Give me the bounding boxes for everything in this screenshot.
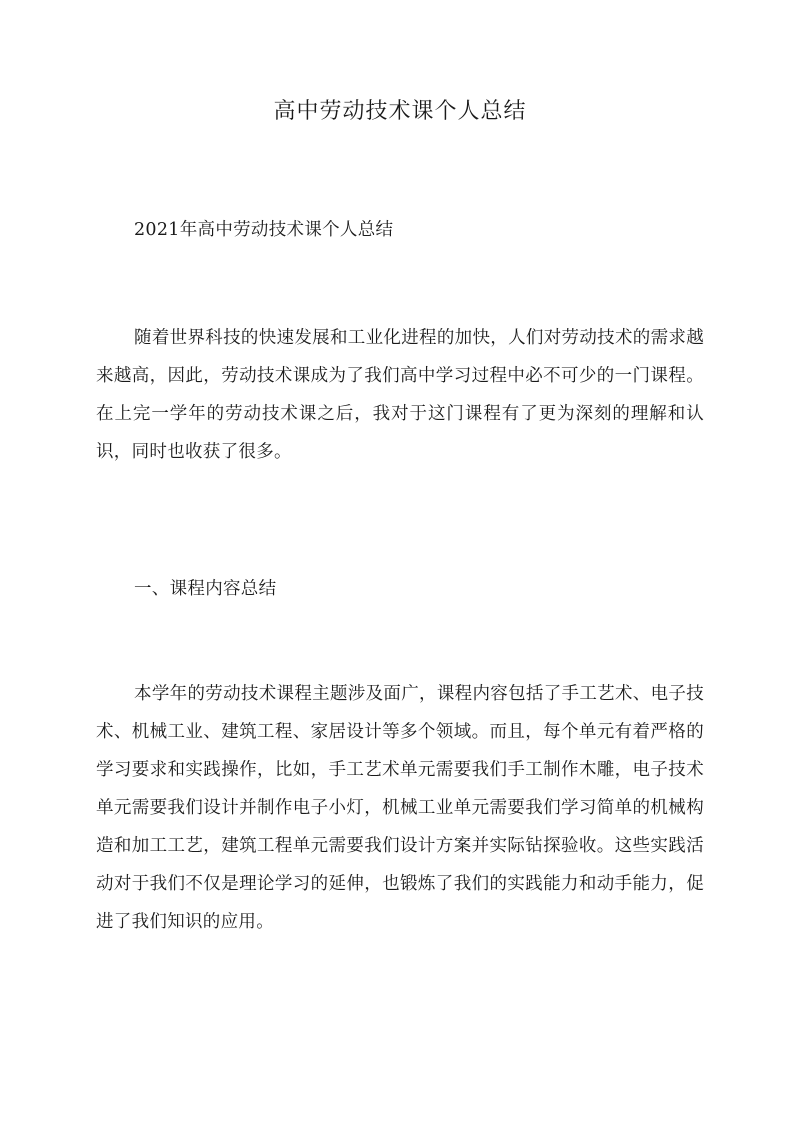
document-title: 高中劳动技术课个人总结 bbox=[273, 99, 527, 124]
course-content-paragraph: 本学年的劳动技术课程主题涉及面广，课程内容包括了手工艺术、电子技术、机械工业、建筑工程、家居设计等多个领域。而且，每个单元有着严格的学习要求和实践操作，比如，手工艺术单元需要我们手工制作木雕，电子技术单元需要我们设计并制作电子小灯，机械工业单元需要我们学习简单的机械构造和加工工艺，建筑工程单元需要我们设计方案并实际钻探验收。这些实践活动对于我们不仅是理论学习的延伸，也锻炼了我们的实践能力和动手能力，促进了我们知识的应用。 bbox=[96, 684, 704, 932]
document-subtitle: 2021年高中劳动技术课个人总结 bbox=[134, 220, 394, 240]
intro-paragraph: 随着世界科技的快速发展和工业化进程的加快，人们对劳动技术的需求越来越高，因此，劳动技术课成为了我们高中学习过程中必不可少的一门课程。在上完一学年的劳动技术课之后，我对于这门课程有了更为深刻的理解和认识，同时也收获了很多。 bbox=[96, 328, 704, 462]
section-heading-course-content: 一、课程内容总结 bbox=[134, 579, 277, 599]
